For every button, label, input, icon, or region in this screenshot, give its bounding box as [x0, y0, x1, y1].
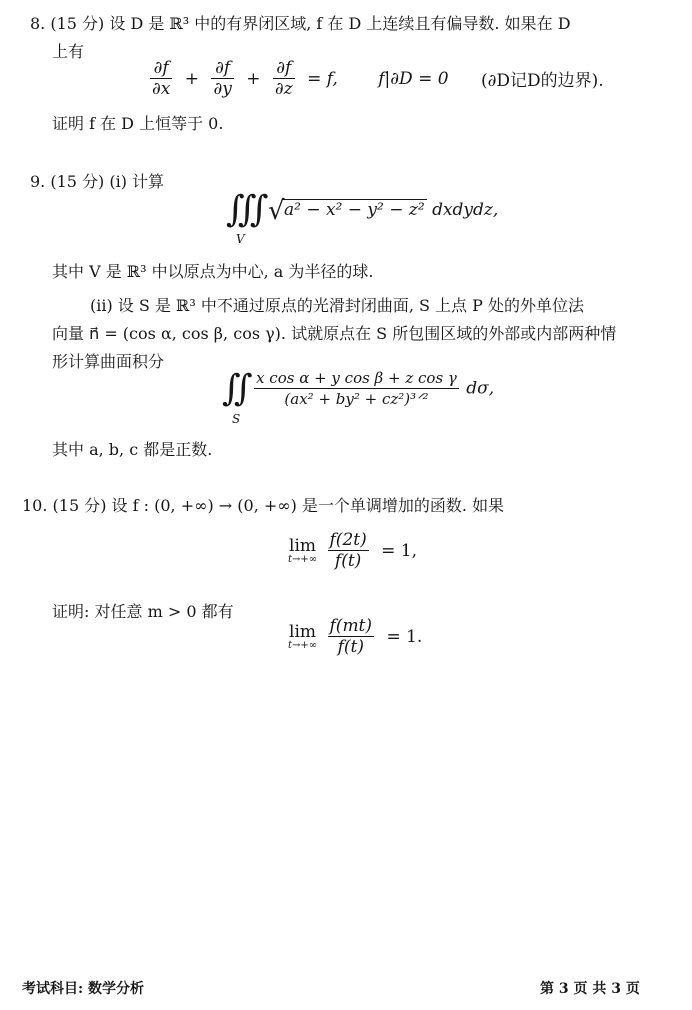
problem-10-statement-line2: 证明: 对任意 m > 0 都有	[52, 602, 234, 621]
integral-region-v: V	[236, 232, 245, 246]
surface-element: dσ,	[466, 378, 495, 399]
problem-9-statement-line1: 9. (15 分) (i) 计算	[30, 172, 165, 191]
footer-page-number: 第 3 页 共 3 页	[540, 981, 640, 997]
problem-9-triple-integral	[226, 190, 498, 230]
limit-operator: lim t→+∞	[288, 535, 318, 565]
problem-10-limit-1	[288, 530, 422, 571]
problem-9-statement-line4: 向量 n⃗ = (cos α, cos β, cos γ). 试就原点在 S 所包围区域的外部或内部两种情	[52, 324, 617, 343]
problem-8-equation: $\frac{\partial f}{\partial x}$ + $\frac{\partial f}{\partial y}$ + $\frac{\partial f}{\partial z}$ = f, f|∂D = 0 (∂D记D的边界).	[152, 58, 604, 99]
limit-2-rhs: = 1.	[386, 626, 423, 647]
problem-8-statement-line1: 8. (15 分) 设 D 是 ℝ³ 中的有界闭区域, f 在 D 上连续且有偏导数. 如果在 D	[30, 14, 571, 33]
limit-operator: lim t→+∞	[288, 621, 318, 651]
ratio-fmt-ft: $\frac{f(mt)}{f(t)}$	[329, 616, 373, 657]
problem-9-statement-line2: 其中 V 是 ℝ³ 中以原点为中心, a 为半径的球.	[52, 262, 374, 281]
limit-1-rhs: = 1,	[381, 540, 418, 561]
boundary-condition: f|∂D = 0	[378, 68, 449, 89]
footer-subject: 考试科目: 数学分析	[22, 981, 145, 997]
surface-region-s: S	[232, 412, 241, 426]
partial-fx: $\frac{\partial f}{\partial x}$	[152, 58, 171, 99]
partial-fz: $\frac{\partial f}{\partial z}$	[274, 58, 293, 99]
problem-9-statement-line3: (ii) 设 S 是 ℝ³ 中不通过原点的光滑封闭曲面, S 上点 P 处的外单位法	[90, 296, 584, 315]
boundary-note: (∂D记D的边界).	[480, 71, 604, 91]
problem-8-statement-line3: 证明 f 在 D 上恒等于 0.	[52, 114, 224, 133]
equation-rhs: = f,	[307, 68, 338, 89]
problem-9-statement-line5: 形计算曲面积分	[52, 352, 165, 371]
problem-9-surface-integral	[222, 368, 494, 409]
integrand-differentials: dxdydz,	[432, 200, 499, 220]
double-integral-sign: ∬	[222, 367, 247, 409]
problem-10-statement-line1: 10. (15 分) 设 f : (0, +∞) → (0, +∞) 是一个单调增加的函数. 如果	[22, 496, 505, 515]
surface-integrand-fraction: $\frac{\text{x cos α + y cos β + z cos γ}}{\text{(ax² + by² + cz²)³ᐟ²}}$	[256, 369, 457, 408]
problem-8-statement-line2: 上有	[52, 42, 85, 61]
ratio-f2t-ft: $\frac{f(2t)}{f(t)}$	[329, 530, 367, 571]
problem-9-statement-line6: 其中 a, b, c 都是正数.	[52, 440, 213, 459]
sqrt-expression: √ a² − x² − y² − z²	[267, 196, 425, 226]
problem-10-limit-2	[288, 616, 427, 657]
triple-integral-sign: ∭	[226, 189, 263, 230]
partial-fy: $\frac{\partial f}{\partial y}$	[213, 58, 232, 99]
